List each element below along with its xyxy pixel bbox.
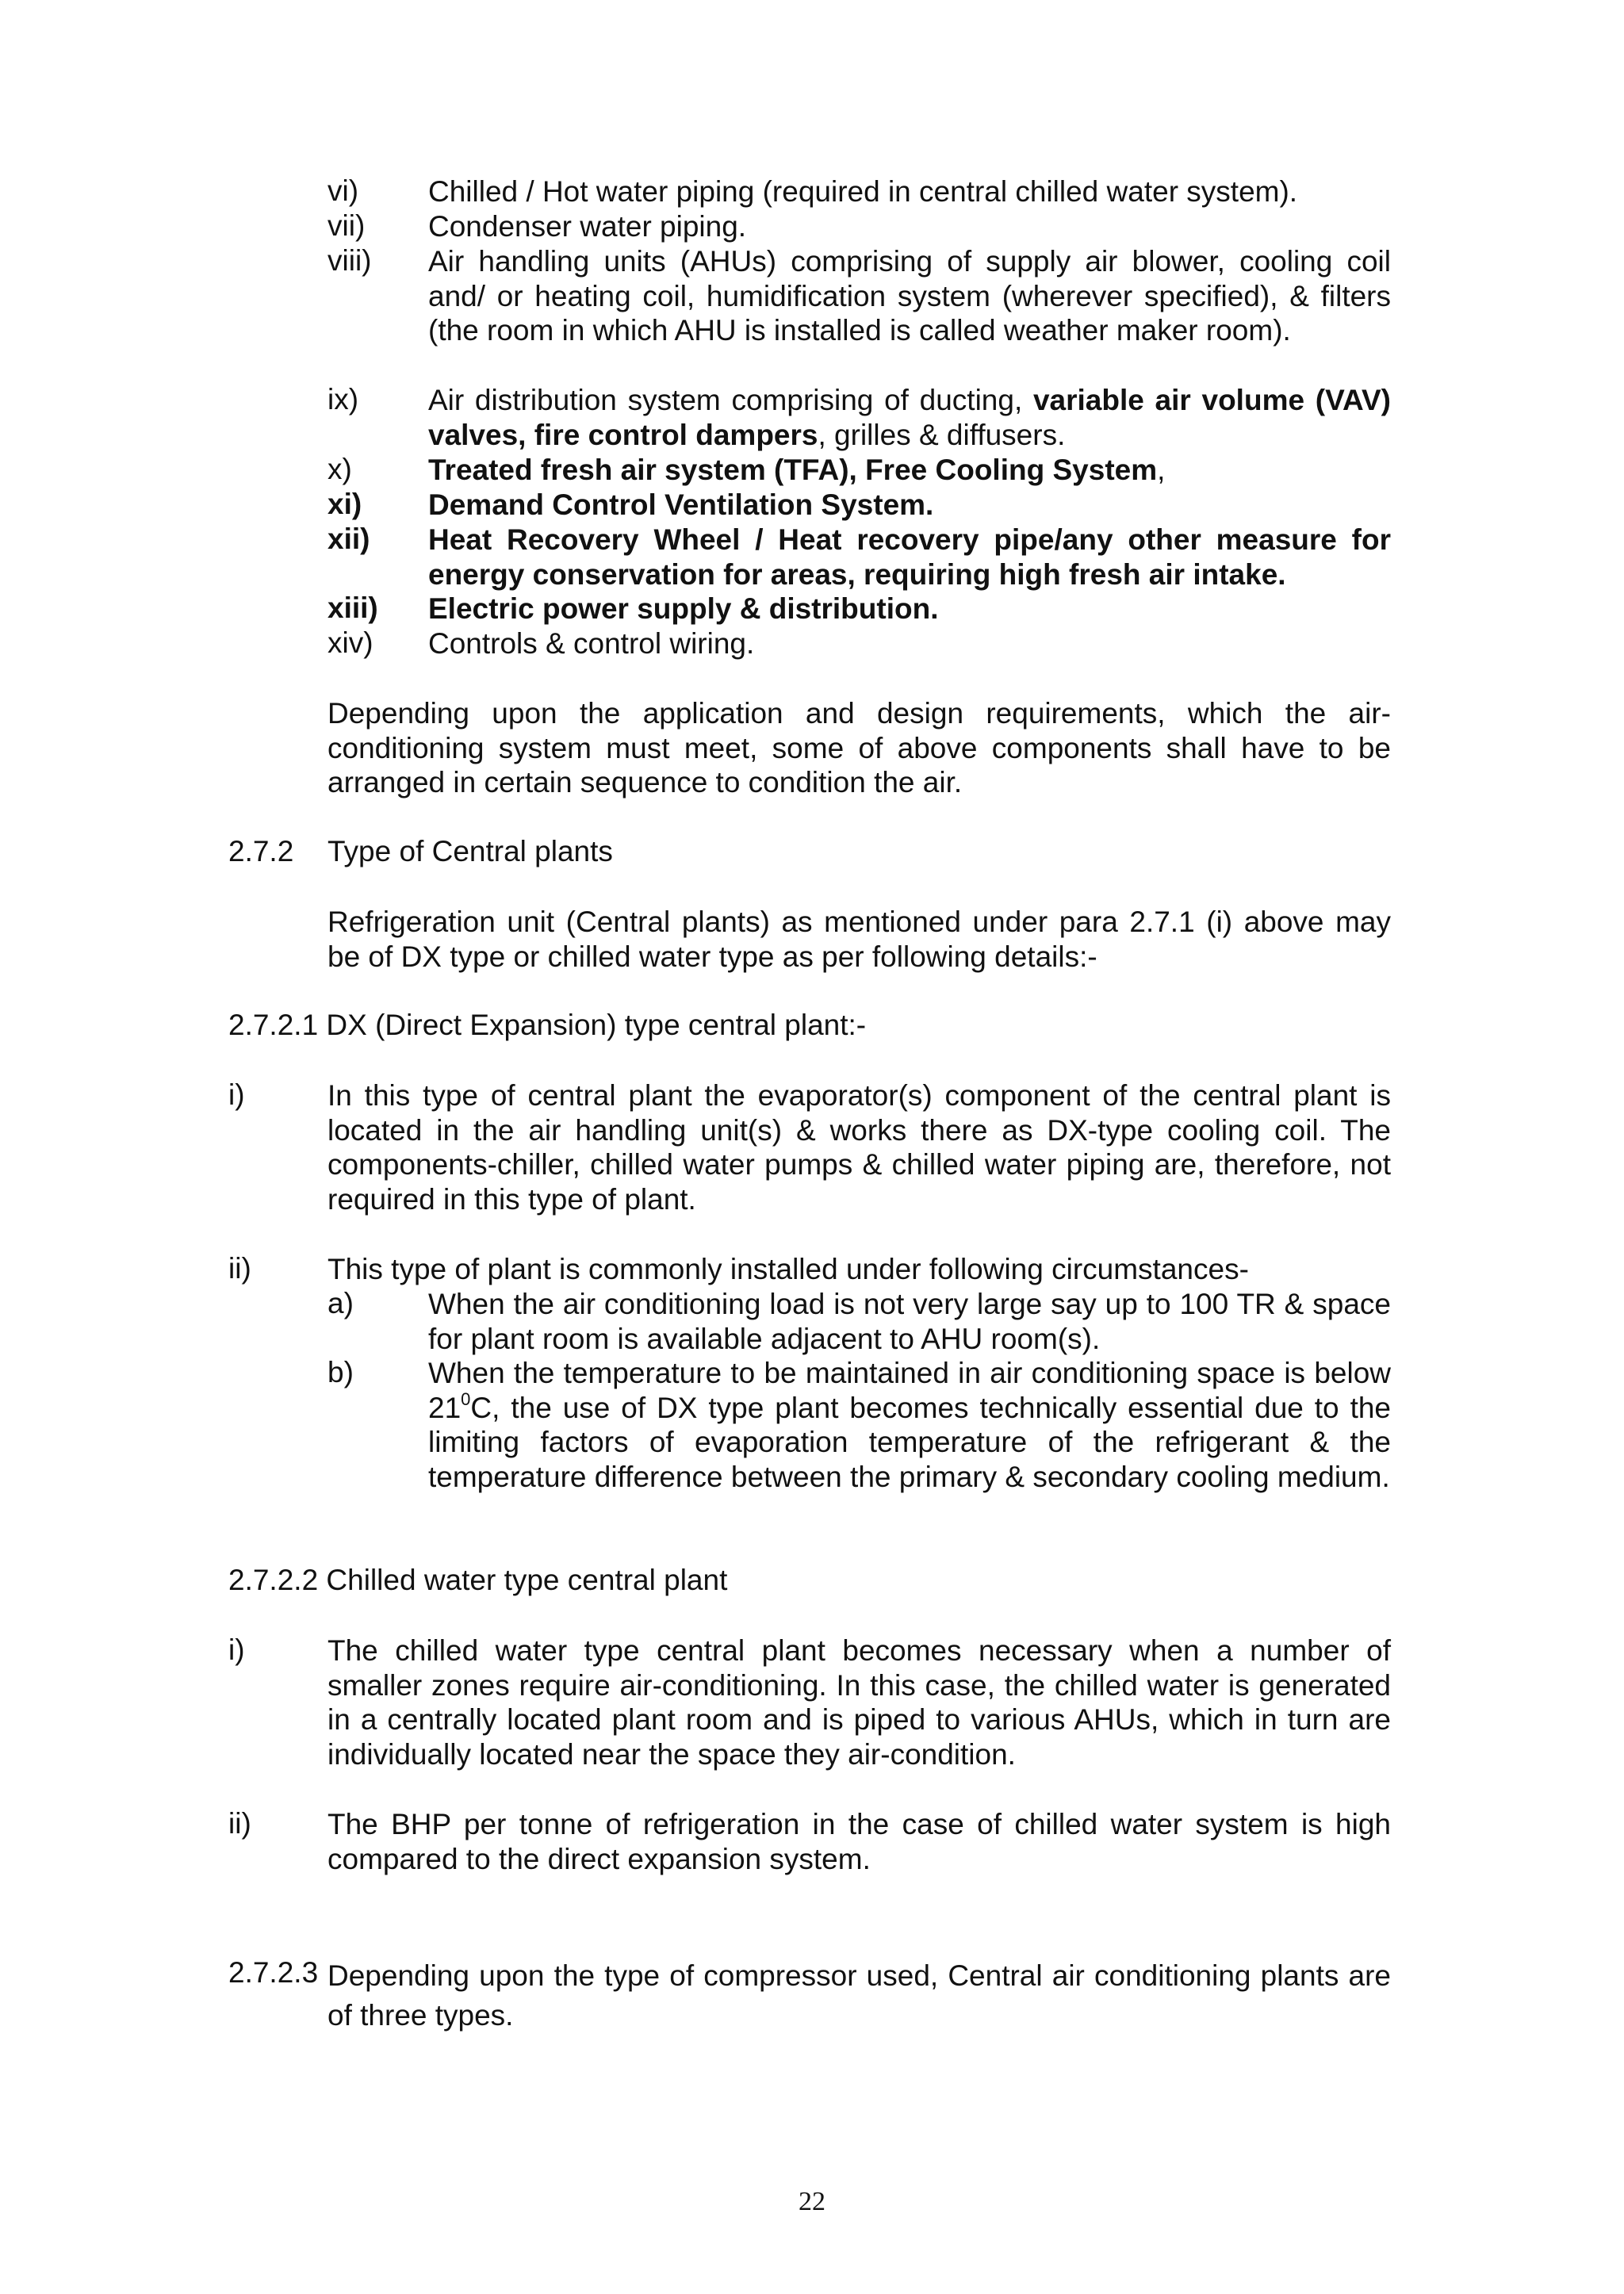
section-body: Depending upon the type of compressor used, Central air conditioning plants are of three types. <box>327 1959 1391 2032</box>
sub-text: When the air conditioning load is not very large say up to 100 TR & space for plant room is available adjacent to AHU room(s). <box>428 1288 1391 1355</box>
section-heading: 2.7.2.2 Chilled water type central plant <box>228 1564 728 1596</box>
sub-text: When the temperature to be maintained in air conditioning space is below $21^0C$, the use of DX type plant becomes technically essential due to the limiting factors of evaporation temperature of the refrigerant & the temperature difference between the primary & secondary cooling medium. <box>428 1357 1391 1493</box>
list-number: viii) <box>327 244 372 277</box>
intro-paragraph: Depending upon the application and design requirements, which the air-conditioning system must meet, some of above components shall have to be arranged in certain sequence to condition the air. <box>327 697 1391 799</box>
list-number: ix) <box>327 383 359 416</box>
section-heading: 2.7.2.1 DX (Direct Expansion) type central plant:- <box>228 1009 867 1041</box>
list-text: Air distribution system comprising of ducting, variable air volume (VAV) valves, fire control dampers, grilles & diffusers. <box>428 384 1391 451</box>
list-number: x) <box>327 453 352 485</box>
list-text: The BHP per tonne of refrigeration in the case of chilled water system is high compared to the direct expansion system. <box>327 1808 1391 1875</box>
list-text: Treated fresh air system (TFA), Free Cooling System, <box>428 454 1166 486</box>
list-number: vii) <box>327 209 366 242</box>
list-text: Demand Control Ventilation System. <box>428 488 934 521</box>
list-number: ii) <box>228 1252 251 1285</box>
list-number: xiv) <box>327 626 373 659</box>
list-text: The chilled water type central plant becomes necessary when a number of smaller zones require air-conditioning. In this case, the chilled water is generated in a centrally located plant room and is piped to various AHUs, which in turn are individually located near the space they air-condition. <box>327 1634 1391 1771</box>
list-text: Chilled / Hot water piping (required in central chilled water system). <box>428 175 1298 208</box>
list-text: Electric power supply & distribution. <box>428 592 939 625</box>
list-text: Controls & control wiring. <box>428 627 755 660</box>
section-title: Type of Central plants <box>327 835 613 867</box>
list-text: This type of plant is commonly installed under following circumstances- <box>327 1253 1249 1285</box>
sub-number: b) <box>327 1356 354 1388</box>
list-number: i) <box>228 1633 245 1666</box>
list-number: ii) <box>228 1807 251 1840</box>
list-number: xii) <box>327 523 370 555</box>
list-number: xiii) <box>327 592 378 624</box>
list-number: vi) <box>327 174 359 207</box>
list-text: Air handling units (AHUs) comprising of supply air blower, cooling coil and/ or heating coil, humidification system (wherever specified), & filters (the room in which AHU is installed is called weather maker room). <box>428 245 1391 347</box>
section-body: Refrigeration unit (Central plants) as mentioned under para 2.7.1 (i) above may be of DX type or chilled water type as per following details:- <box>327 906 1391 973</box>
list-number: xi) <box>327 488 362 520</box>
list-text: In this type of central plant the evaporator(s) component of the central plant is located in the air handling unit(s) & works there as DX-type cooling coil. The components-chiller, chilled water pumps & chilled water piping are, therefore, not required in this type of plant. <box>327 1079 1391 1216</box>
sub-number: a) <box>327 1287 354 1319</box>
list-number: i) <box>228 1078 245 1111</box>
section-number: 2.7.2.3 <box>228 1956 319 1989</box>
list-text: Condenser water piping. <box>428 210 747 243</box>
list-text: Heat Recovery Wheel / Heat recovery pipe/any other measure for energy conservation for areas, requiring high fresh air intake. <box>428 523 1391 591</box>
page-number: 22 <box>799 2187 825 2216</box>
section-number: 2.7.2 <box>228 835 294 867</box>
